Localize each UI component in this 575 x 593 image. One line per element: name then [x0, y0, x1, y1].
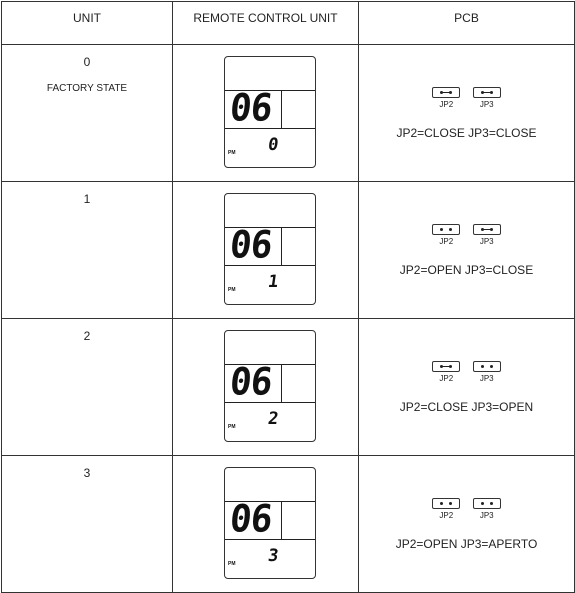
lcd-pm-indicator: PM: [228, 561, 236, 567]
unit-cell: [2, 319, 173, 456]
header-remote-control-unit: REMOTE CONTROL UNIT: [173, 2, 359, 45]
pcb-cell: [359, 182, 575, 319]
lcd-unit-digit: 0: [266, 135, 280, 155]
pcb-setting-text: JP2=OPEN JP3=APERTO: [395, 537, 538, 551]
lcd-display: [224, 467, 316, 579]
lcd-unit-digit: 3: [266, 546, 280, 566]
table-row: [2, 319, 575, 456]
jumper-jp3: [473, 361, 501, 383]
lcd-unit-digit: 1: [266, 272, 280, 292]
lcd-display: [224, 330, 316, 442]
unit-number: 1: [83, 192, 91, 206]
remote-control-cell: [173, 319, 359, 456]
pcb-cell: [359, 319, 575, 456]
unit-number: 2: [83, 329, 91, 343]
jumper-jp3: [473, 87, 501, 109]
pcb-setting-text: JP2=OPEN JP3=CLOSE: [399, 263, 534, 277]
jumper-label: JP2: [439, 237, 454, 246]
unit-number: 3: [83, 466, 91, 480]
remote-control-cell: [173, 456, 359, 593]
jumper-jp3: [473, 498, 501, 520]
lcd-pm-indicator: PM: [228, 150, 236, 156]
header-unit: UNIT: [2, 2, 173, 45]
table-row: [2, 45, 575, 182]
lcd-unit-digit: 2: [266, 409, 280, 429]
lcd-main-digits: 06: [227, 497, 274, 541]
jumper-label: JP2: [439, 374, 454, 383]
unit-number: 0: [83, 55, 91, 69]
jumper-label: JP3: [479, 511, 494, 520]
pcb-cell: [359, 45, 575, 182]
jumper-label: JP3: [479, 237, 494, 246]
unit-cell: [2, 456, 173, 593]
table-row: [2, 182, 575, 319]
lcd-pm-indicator: PM: [228, 287, 236, 293]
jumper-jp2: [432, 87, 460, 109]
jumper-label: JP2: [439, 100, 454, 109]
pcb-cell: [359, 456, 575, 593]
jumper-jp3: [473, 224, 501, 246]
remote-control-cell: [173, 182, 359, 319]
jumper-label: JP3: [479, 374, 494, 383]
header-pcb: PCB: [359, 2, 575, 45]
jumper-jp2: [432, 224, 460, 246]
lcd-main-digits: 06: [227, 86, 274, 130]
jumper-label: JP2: [439, 511, 454, 520]
jumper-label: JP3: [479, 100, 494, 109]
pcb-setting-text: JP2=CLOSE JP3=OPEN: [399, 400, 534, 414]
lcd-pm-indicator: PM: [228, 424, 236, 430]
lcd-main-digits: 06: [227, 360, 274, 404]
remote-control-cell: [173, 45, 359, 182]
unit-cell: [2, 182, 173, 319]
header-row: [2, 2, 575, 45]
table-row: [2, 456, 575, 593]
unit-cell: [2, 45, 173, 182]
lcd-display: [224, 56, 316, 168]
lcd-main-digits: 06: [227, 223, 274, 267]
lcd-display: [224, 193, 316, 305]
jumper-jp2: [432, 498, 460, 520]
jumper-settings-table: [1, 1, 575, 593]
pcb-setting-text: JP2=CLOSE JP3=CLOSE: [396, 126, 537, 140]
unit-note: FACTORY STATE: [46, 83, 128, 94]
jumper-jp2: [432, 361, 460, 383]
